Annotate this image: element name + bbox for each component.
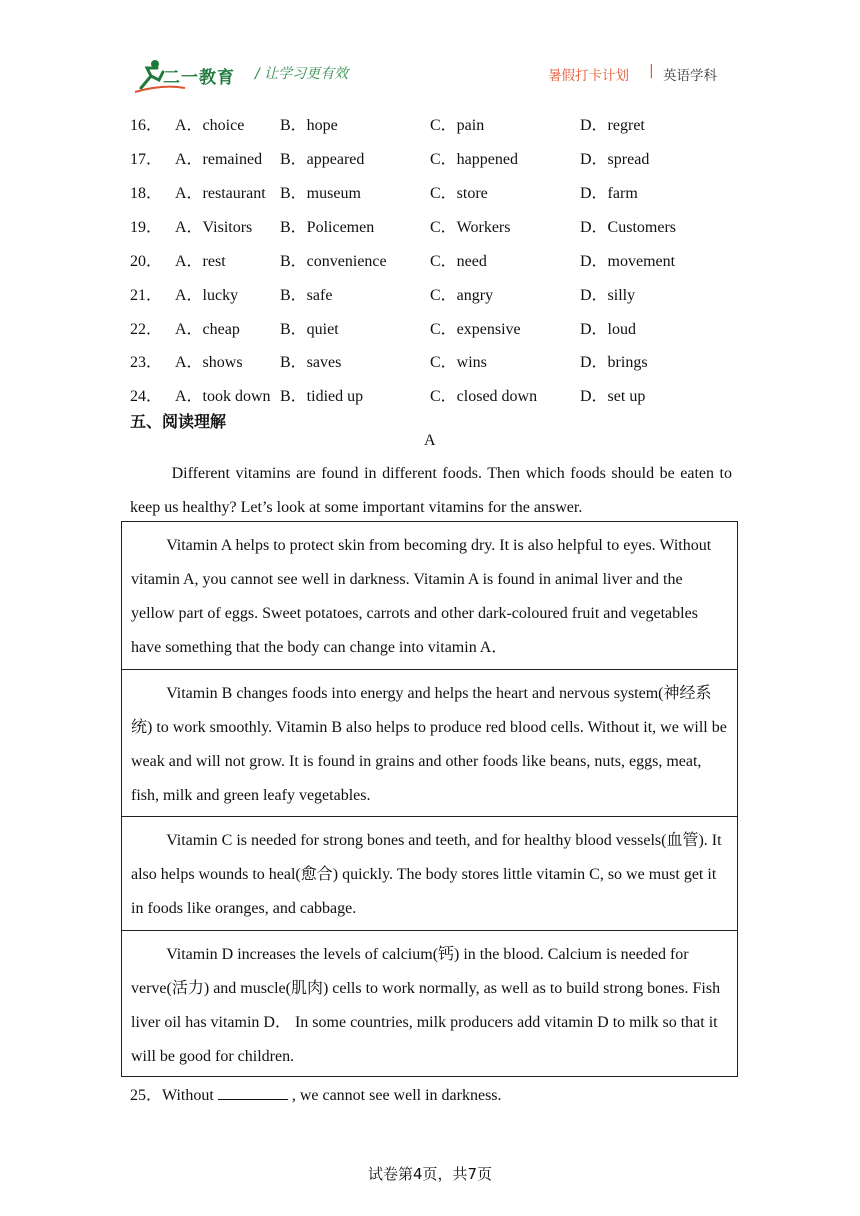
- option-c: C．need: [430, 253, 487, 270]
- header-separator: |: [649, 63, 654, 79]
- question-25: [130, 1082, 502, 1105]
- question-number: 22．: [130, 321, 163, 338]
- option-b: B．museum: [280, 185, 361, 202]
- question-number: 20．: [130, 253, 163, 270]
- question-number: 25．: [130, 1087, 163, 1104]
- question-number: 16．: [130, 117, 163, 134]
- vitamin-a-text: Vitamin A helps to protect skin from becoming dry. It is also helpful to eyes. Without vitamin A, you cannot see well in darkness. Vitamin A is found in animal liver and the yellow part of eggs. Sweet potatoes, carrots and other dark-coloured fruit and vegetables have something that the body can change into vitamin A．: [131, 537, 712, 656]
- option-row: [130, 112, 770, 136]
- option-c: C．expensive: [430, 321, 521, 338]
- option-d: D．set up: [580, 388, 646, 405]
- option-d: D．movement: [580, 253, 676, 270]
- subject-label: 英语学科: [663, 68, 717, 84]
- question-number: 17．: [130, 151, 163, 168]
- option-row: [130, 282, 770, 306]
- vitamin-table: [121, 521, 738, 1077]
- option-row: [130, 214, 770, 238]
- vitamin-c-cell: [122, 816, 737, 930]
- option-d: D．Customers: [580, 219, 677, 236]
- question-number: 24．: [130, 388, 163, 405]
- question-number: 23．: [130, 354, 163, 371]
- passage-intro: Different vitamins are found in different foods. Then which foods should be eaten to keep us healthy? Let’s look at some important vitamins for the answer.: [130, 465, 732, 516]
- option-a: A．shows: [175, 354, 243, 371]
- option-a: A．remained: [175, 151, 263, 168]
- vitamin-d-cell: [122, 930, 737, 1076]
- option-b: B．tidied up: [280, 388, 364, 405]
- option-d: D．regret: [580, 117, 645, 134]
- option-a: A．Visitors: [175, 219, 253, 236]
- question-text-after: , we cannot see well in darkness.: [291, 1087, 502, 1104]
- option-row: [130, 146, 770, 170]
- vitamin-c-text: Vitamin C is needed for strong bones and teeth, and for healthy blood vessels(血管). It also helps wounds to heal(愈合) quickly. The body stores little vitamin C, so we must get it in foods like oranges, and cabbage.: [131, 832, 722, 917]
- option-a: A．rest: [175, 253, 226, 270]
- option-c: C．happened: [430, 151, 518, 168]
- option-b: B．saves: [280, 354, 342, 371]
- option-c: C．angry: [430, 287, 494, 304]
- option-b: B．Policemen: [280, 219, 375, 236]
- option-c: C．Workers: [430, 219, 511, 236]
- vitamin-d-text: Vitamin D increases the levels of calcium(钙) in the blood. Calcium is needed for verve(活力) and muscle(肌肉) cells to work normally, as well as to build strong bones. Fish liver oil has vitamin D． In some countries, milk producers add vitamin D to milk so that it will be good for children.: [131, 946, 721, 1065]
- option-c: C．pain: [430, 117, 485, 134]
- option-b: B．quiet: [280, 321, 339, 338]
- option-row: [130, 383, 770, 407]
- brand-slogan: / 让学习更有效: [255, 66, 349, 82]
- option-row: [130, 316, 770, 340]
- option-d: D．farm: [580, 185, 638, 202]
- option-a: A．restaurant: [175, 185, 266, 202]
- passage-title: A: [424, 432, 436, 449]
- option-c: C．store: [430, 185, 488, 202]
- question-text-before: Without: [162, 1087, 214, 1104]
- summer-plan-label: 暑假打卡计划: [548, 68, 629, 84]
- question-number: 21．: [130, 287, 163, 304]
- vitamin-a-cell: [122, 522, 737, 669]
- question-number: 19．: [130, 219, 163, 236]
- vitamin-b-text: Vitamin B changes foods into energy and helps the heart and nervous system(神经系统) to work smoothly. Vitamin B also helps to produce red blood cells. Without it, we will be weak and will not grow. It is found in grains and other foods like beans, nuts, eggs, meat, fish, milk and green leafy vegetables.: [131, 685, 727, 804]
- option-a: A．lucky: [175, 287, 239, 304]
- page-footer: 试卷第4页，共7页: [367, 1165, 493, 1183]
- option-a: A．cheap: [175, 321, 240, 338]
- option-a: A．took down: [175, 388, 271, 405]
- option-row: [130, 180, 770, 204]
- option-d: D．brings: [580, 354, 648, 371]
- option-d: D．silly: [580, 287, 636, 304]
- answer-blank[interactable]: [218, 1085, 288, 1100]
- option-a: A．choice: [175, 117, 245, 134]
- option-b: B．safe: [280, 287, 333, 304]
- option-c: C．wins: [430, 354, 487, 371]
- brand-name: 二一教育: [163, 68, 235, 88]
- option-d: D．loud: [580, 321, 637, 338]
- option-b: B．hope: [280, 117, 338, 134]
- option-c: C．closed down: [430, 388, 538, 405]
- option-d: D．spread: [580, 151, 650, 168]
- page-header: [0, 0, 860, 100]
- section-title: 五、阅读理解: [130, 412, 227, 431]
- option-b: B．convenience: [280, 253, 387, 270]
- vitamin-b-cell: [122, 669, 737, 816]
- option-b: B．appeared: [280, 151, 365, 168]
- question-number: 18．: [130, 185, 163, 202]
- option-row: [130, 248, 770, 272]
- option-row: [130, 349, 770, 373]
